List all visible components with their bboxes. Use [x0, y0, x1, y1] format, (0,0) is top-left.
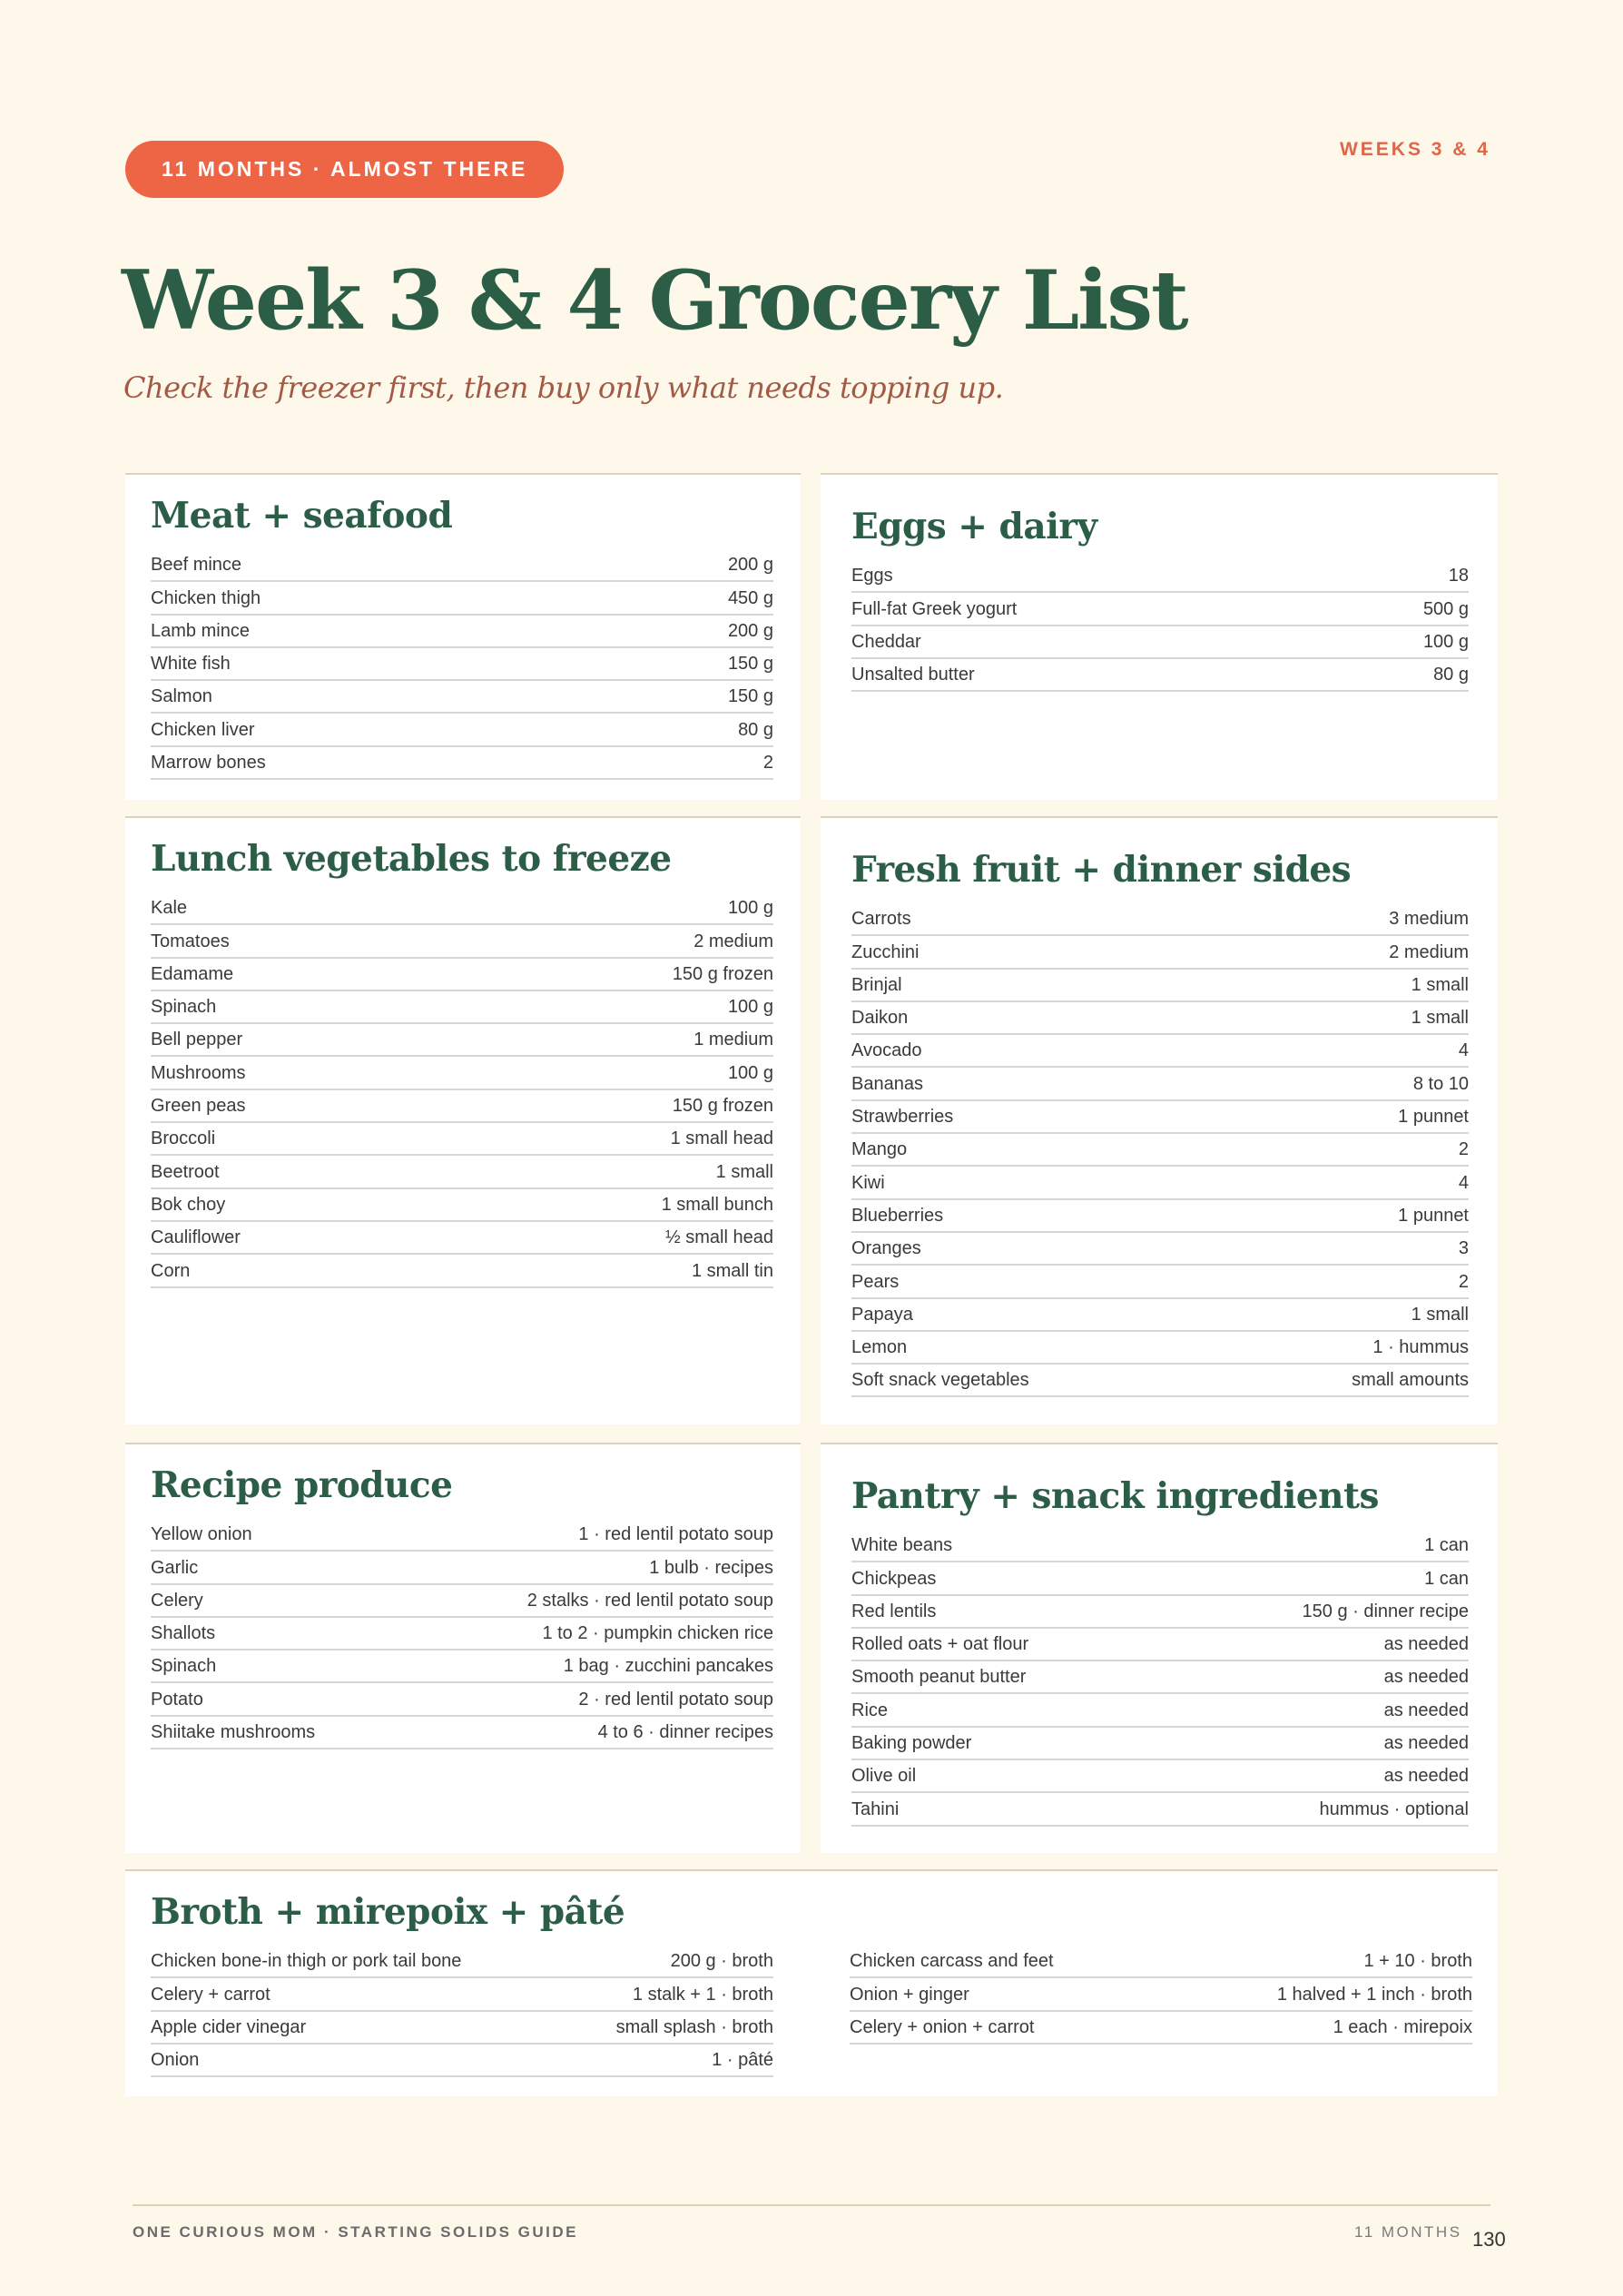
item-quantity: 1 small tin — [691, 1260, 773, 1281]
item-name: Spinach — [151, 1656, 217, 1677]
item-quantity: 1 · red lentil potato soup — [578, 1524, 773, 1545]
item-quantity: 1 small — [715, 1161, 773, 1182]
list-item — [151, 1156, 773, 1188]
item-quantity: 4 — [1458, 1040, 1469, 1061]
item-quantity: 150 g — [727, 686, 773, 707]
list-item — [851, 1760, 1469, 1793]
item-name: Rice — [851, 1700, 889, 1720]
item-quantity: as needed — [1383, 1667, 1469, 1688]
item-quantity: 1 small head — [670, 1128, 773, 1149]
item-quantity: 80 g — [738, 719, 773, 740]
item-quantity: 500 g — [1422, 598, 1469, 619]
list-item — [151, 892, 773, 925]
item-quantity: 1 + 10 · broth — [1363, 1951, 1472, 1972]
item-name: Spinach — [151, 997, 217, 1018]
item-name: Pears — [851, 1271, 900, 1292]
item-quantity: 200 g — [727, 620, 773, 641]
item-name: Kale — [151, 898, 188, 919]
item-name: Blueberries — [851, 1205, 944, 1226]
item-name: Potato — [151, 1689, 203, 1710]
item-name: Shiitake mushrooms — [151, 1722, 316, 1743]
list-item — [851, 936, 1469, 969]
card-fruit — [821, 816, 1498, 1424]
list-item — [851, 1629, 1469, 1661]
item-name: Eggs — [851, 566, 893, 586]
item-name: Zucchini — [851, 941, 920, 962]
item-quantity: 450 g — [727, 587, 773, 608]
item-quantity: 200 g — [727, 555, 773, 576]
item-quantity: ½ small head — [665, 1227, 773, 1248]
list-item — [851, 1266, 1469, 1298]
item-quantity: 1 · hummus — [1372, 1337, 1469, 1358]
list-item — [851, 1167, 1469, 1199]
item-name: Papaya — [851, 1304, 913, 1325]
list-item — [850, 2012, 1472, 2045]
list-item — [151, 1717, 773, 1749]
item-list — [851, 903, 1469, 1397]
list-item — [151, 616, 773, 648]
item-quantity: 100 g — [727, 898, 773, 919]
item-quantity: 150 g · dinner recipe — [1302, 1601, 1469, 1621]
item-name: White beans — [851, 1535, 953, 1556]
age-pill: 11 MONTHS · ALMOST THERE — [125, 141, 564, 198]
card-pantry — [821, 1443, 1498, 1853]
item-quantity: small splash · broth — [615, 2016, 773, 2037]
item-name: Cheddar — [851, 631, 921, 652]
card-broth — [125, 1869, 1498, 2096]
list-item — [851, 659, 1469, 692]
list-item — [151, 549, 773, 582]
list-item — [151, 1683, 773, 1716]
list-item — [851, 1365, 1469, 1397]
item-name: Onion + ginger — [850, 1984, 969, 2005]
list-item — [151, 1255, 773, 1287]
item-name: Onion — [151, 2050, 200, 2071]
item-name: Lamb mince — [151, 620, 250, 641]
item-name: Red lentils — [851, 1601, 937, 1621]
item-name: Daikon — [851, 1008, 909, 1029]
list-item — [851, 903, 1469, 936]
list-item — [851, 1728, 1469, 1760]
item-quantity: 2 medium — [693, 931, 773, 951]
item-quantity: as needed — [1383, 1634, 1469, 1655]
list-item — [851, 1002, 1469, 1035]
card-lunch — [125, 816, 801, 1424]
item-quantity: 1 punnet — [1398, 1107, 1469, 1128]
list-item — [151, 2045, 773, 2077]
week-tag: WEEKS 3 & 4 — [1339, 139, 1490, 160]
card-eggs — [821, 473, 1498, 800]
item-name: Smooth peanut butter — [851, 1667, 1027, 1688]
list-item — [851, 1793, 1469, 1826]
item-name: Bell pepper — [151, 1030, 243, 1050]
item-quantity: 1 medium — [693, 1030, 773, 1050]
item-quantity: 1 · pâté — [712, 2050, 773, 2071]
list-item — [851, 1233, 1469, 1266]
list-item — [151, 2012, 773, 2045]
list-item — [851, 1299, 1469, 1332]
item-name: Unsalted butter — [851, 665, 975, 685]
item-name: Marrow bones — [151, 753, 266, 774]
item-quantity: 1 small bunch — [661, 1194, 773, 1215]
list-item — [851, 1596, 1469, 1629]
item-quantity: 1 bulb · recipes — [649, 1557, 773, 1578]
item-quantity: 3 — [1458, 1238, 1469, 1259]
section-title: Eggs + dairy — [851, 506, 1097, 547]
list-item — [151, 959, 773, 991]
item-name: Mango — [851, 1139, 908, 1160]
list-item — [851, 1562, 1469, 1595]
page-number: 130 — [1472, 2228, 1506, 2251]
item-name: Avocado — [851, 1040, 922, 1061]
item-name: Garlic — [151, 1557, 199, 1578]
list-item — [151, 1024, 773, 1057]
item-name: Chicken liver — [151, 719, 255, 740]
list-item — [851, 1530, 1469, 1562]
footer-divider — [133, 2204, 1490, 2206]
list-item — [151, 991, 773, 1024]
item-quantity: 1 small — [1411, 1304, 1469, 1325]
section-title: Fresh fruit + dinner sides — [851, 849, 1352, 891]
list-item — [151, 1519, 773, 1552]
list-item — [851, 1661, 1469, 1694]
item-quantity: 1 stalk + 1 · broth — [632, 1984, 773, 2005]
item-quantity: 1 to 2 · pumpkin chicken rice — [542, 1623, 773, 1644]
section-title: Recipe produce — [151, 1464, 453, 1506]
item-name: Mushrooms — [151, 1062, 246, 1083]
broth-columns — [151, 1946, 1472, 2077]
item-quantity: hummus · optional — [1319, 1798, 1469, 1819]
list-item — [151, 747, 773, 780]
item-name: Celery + onion + carrot — [850, 2016, 1035, 2037]
list-item — [151, 1057, 773, 1089]
item-name: Chicken thigh — [151, 587, 261, 608]
card-meat — [125, 473, 801, 800]
item-list — [851, 560, 1469, 692]
item-quantity: 2 — [1458, 1139, 1469, 1160]
page-title: Week 3 & 4 Grocery List — [122, 252, 1187, 349]
section-title: Broth + mirepoix + pâté — [151, 1891, 625, 1933]
item-list — [151, 1519, 773, 1749]
footer-month: 11 MONTHS — [1354, 2223, 1462, 2241]
item-name: Kiwi — [851, 1172, 885, 1193]
list-item — [850, 1946, 1472, 1978]
list-item — [851, 560, 1469, 593]
item-name: Beef mince — [151, 555, 242, 576]
item-quantity: 150 g — [727, 654, 773, 675]
item-quantity: 80 g — [1433, 665, 1469, 685]
item-quantity: 8 to 10 — [1412, 1073, 1469, 1094]
item-name: Lemon — [851, 1337, 908, 1358]
list-item — [151, 1189, 773, 1222]
item-name: Chickpeas — [851, 1568, 937, 1589]
item-name: Chicken carcass and feet — [850, 1951, 1054, 1972]
list-item — [851, 1200, 1469, 1233]
list-item — [151, 714, 773, 746]
item-quantity: 1 each · mirepoix — [1333, 2016, 1472, 2037]
item-name: Corn — [151, 1260, 191, 1281]
item-quantity: 1 bag · zucchini pancakes — [563, 1656, 773, 1677]
item-quantity: 150 g frozen — [672, 1096, 773, 1117]
item-list — [151, 549, 773, 780]
item-name: White fish — [151, 654, 231, 675]
item-name: Tahini — [851, 1798, 900, 1819]
item-quantity: 100 g — [727, 1062, 773, 1083]
item-quantity: 1 can — [1424, 1568, 1469, 1589]
item-name: Strawberries — [851, 1107, 954, 1128]
list-item — [851, 626, 1469, 659]
item-list — [851, 1530, 1469, 1827]
item-name: Chicken bone-in thigh or pork tail bone — [151, 1951, 462, 1972]
list-item — [151, 1090, 773, 1123]
list-item — [151, 1585, 773, 1618]
item-list — [151, 892, 773, 1288]
item-name: Rolled oats + oat flour — [851, 1634, 1029, 1655]
list-item — [151, 1552, 773, 1584]
item-quantity: as needed — [1383, 1733, 1469, 1754]
section-title: Lunch vegetables to freeze — [151, 838, 672, 880]
list-item — [151, 1618, 773, 1651]
item-name: Carrots — [851, 909, 911, 930]
item-quantity: 2 · red lentil potato soup — [578, 1689, 773, 1710]
item-name: Olive oil — [851, 1766, 917, 1787]
footer-guide-title: ONE CURIOUS MOM · STARTING SOLIDS GUIDE — [133, 2223, 579, 2241]
item-quantity: 2 — [762, 753, 773, 774]
list-item — [851, 1332, 1469, 1365]
item-name: Green peas — [151, 1096, 246, 1117]
item-quantity: 150 g frozen — [672, 963, 773, 984]
list-item — [851, 970, 1469, 1002]
item-name: Soft snack vegetables — [851, 1370, 1029, 1391]
page-subtitle: Check the freezer first, then buy only what needs topping up. — [123, 370, 1004, 405]
list-item — [151, 1123, 773, 1156]
item-name: Celery — [151, 1590, 203, 1611]
item-name: Cauliflower — [151, 1227, 241, 1248]
item-quantity: 2 — [1458, 1271, 1469, 1292]
list-item — [851, 1134, 1469, 1167]
item-quantity: 2 medium — [1389, 941, 1469, 962]
item-quantity: 1 small — [1411, 1008, 1469, 1029]
section-title: Meat + seafood — [151, 495, 453, 537]
list-item — [151, 1222, 773, 1255]
item-name: Yellow onion — [151, 1524, 252, 1545]
item-quantity: 1 can — [1424, 1535, 1469, 1556]
item-quantity: 2 stalks · red lentil potato soup — [526, 1590, 773, 1611]
item-name: Salmon — [151, 686, 212, 707]
broth-left-list — [151, 1946, 773, 2077]
list-item — [850, 1978, 1472, 2011]
list-item — [151, 1978, 773, 2011]
item-quantity: 4 to 6 · dinner recipes — [597, 1722, 773, 1743]
item-name: Oranges — [851, 1238, 921, 1259]
item-name: Shallots — [151, 1623, 216, 1644]
item-quantity: small amounts — [1352, 1370, 1469, 1391]
item-name: Baking powder — [851, 1733, 972, 1754]
list-item — [151, 648, 773, 681]
item-name: Beetroot — [151, 1161, 220, 1182]
item-quantity: 3 medium — [1389, 909, 1469, 930]
item-quantity: 100 g — [727, 997, 773, 1018]
list-item — [851, 1694, 1469, 1727]
list-item — [851, 1035, 1469, 1068]
item-name: Bok choy — [151, 1194, 226, 1215]
list-item — [151, 582, 773, 615]
item-quantity: 1 halved + 1 inch · broth — [1276, 1984, 1472, 2005]
item-name: Full-fat Greek yogurt — [851, 598, 1018, 619]
item-quantity: as needed — [1383, 1766, 1469, 1787]
list-item — [851, 1101, 1469, 1134]
item-name: Apple cider vinegar — [151, 2016, 307, 2037]
card-recipe — [125, 1443, 801, 1853]
item-quantity: 100 g — [1422, 631, 1469, 652]
item-name: Bananas — [851, 1073, 923, 1094]
item-quantity: 4 — [1458, 1172, 1469, 1193]
item-name: Tomatoes — [151, 931, 230, 951]
list-item — [151, 681, 773, 714]
item-quantity: as needed — [1383, 1700, 1469, 1720]
list-item — [151, 925, 773, 958]
list-item — [851, 1068, 1469, 1100]
item-name: Edamame — [151, 963, 234, 984]
item-name: Celery + carrot — [151, 1984, 270, 2005]
item-quantity: 1 small — [1411, 974, 1469, 995]
list-item — [151, 1651, 773, 1683]
list-item — [151, 1946, 773, 1978]
item-name: Broccoli — [151, 1128, 216, 1149]
item-quantity: 18 — [1448, 566, 1469, 586]
item-name: Brinjal — [851, 974, 902, 995]
section-title: Pantry + snack ingredients — [851, 1475, 1379, 1517]
list-item — [851, 593, 1469, 626]
item-quantity: 200 g · broth — [670, 1951, 773, 1972]
item-quantity: 1 punnet — [1398, 1205, 1469, 1226]
broth-right-list — [850, 1946, 1472, 2077]
